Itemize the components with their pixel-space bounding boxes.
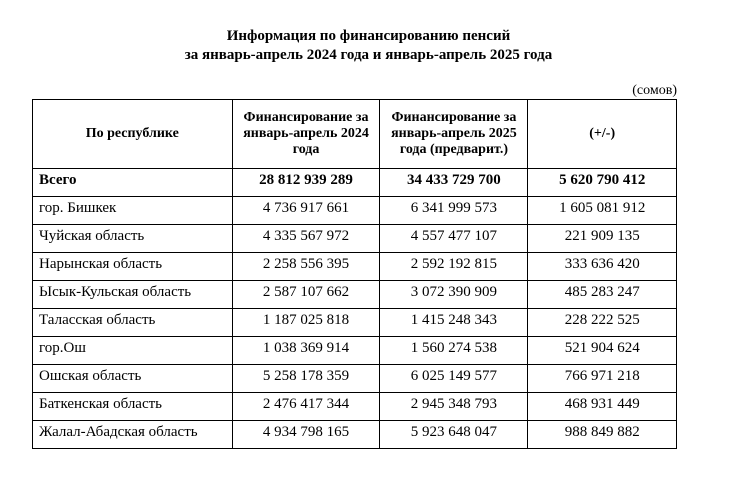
value-2025: 1 415 248 343 <box>380 309 528 337</box>
table-row <box>33 421 677 449</box>
value-diff: 333 636 420 <box>528 253 677 281</box>
region-name: Баткенская область <box>33 393 233 421</box>
value-2025: 6 341 999 573 <box>380 197 528 225</box>
pension-financing-table <box>32 99 677 449</box>
region-name: Нарынская область <box>33 253 233 281</box>
value-2024: 4 736 917 661 <box>232 197 380 225</box>
value-2025: 1 560 274 538 <box>380 337 528 365</box>
table-row <box>33 337 677 365</box>
table-row <box>33 281 677 309</box>
total-2025: 34 433 729 700 <box>380 169 528 197</box>
value-2025: 4 557 477 107 <box>380 225 528 253</box>
currency-unit: (сомов) <box>632 83 677 98</box>
region-name: Ысык-Кульская область <box>33 281 233 309</box>
region-name: гор.Ош <box>33 337 233 365</box>
region-name: Чуйская область <box>33 225 233 253</box>
header-difference: (+/-) <box>528 100 677 169</box>
table-row <box>33 393 677 421</box>
value-2024: 2 476 417 344 <box>232 393 380 421</box>
document-title-line1: Информация по финансированию пенсий <box>226 28 511 44</box>
value-2024: 5 258 178 359 <box>232 365 380 393</box>
table-row <box>33 309 677 337</box>
table-row <box>33 197 677 225</box>
value-2024: 2 587 107 662 <box>232 281 380 309</box>
value-2025: 3 072 390 909 <box>380 281 528 309</box>
value-2025: 2 945 348 793 <box>380 393 528 421</box>
value-diff: 228 222 525 <box>528 309 677 337</box>
total-2024: 28 812 939 289 <box>232 169 380 197</box>
region-name: гор. Бишкек <box>33 197 233 225</box>
header-region: По республике <box>33 100 233 169</box>
value-2024: 1 038 369 914 <box>232 337 380 365</box>
table-row <box>33 253 677 281</box>
header-financing-2025: Финансирование за январь-апрель 2025 года (предварит.) <box>380 100 528 169</box>
value-2024: 4 335 567 972 <box>232 225 380 253</box>
value-2024: 4 934 798 165 <box>232 421 380 449</box>
value-diff: 1 605 081 912 <box>528 197 677 225</box>
table-row <box>33 225 677 253</box>
region-name: Жалал-Абадская область <box>33 421 233 449</box>
table-header-row <box>33 100 677 169</box>
value-2025: 6 025 149 577 <box>380 365 528 393</box>
value-diff: 485 283 247 <box>528 281 677 309</box>
value-2025: 5 923 648 047 <box>380 421 528 449</box>
value-diff: 521 904 624 <box>528 337 677 365</box>
value-diff: 988 849 882 <box>528 421 677 449</box>
region-name: Таласская область <box>33 309 233 337</box>
table-row <box>33 365 677 393</box>
region-name: Ошская область <box>33 365 233 393</box>
total-diff: 5 620 790 412 <box>528 169 677 197</box>
value-2025: 2 592 192 815 <box>380 253 528 281</box>
document-title-line2: за январь-апрель 2024 года и январь-апрель 2025 года <box>184 47 553 63</box>
total-row <box>33 169 677 197</box>
value-2024: 2 258 556 395 <box>232 253 380 281</box>
value-diff: 468 931 449 <box>528 393 677 421</box>
value-2024: 1 187 025 818 <box>232 309 380 337</box>
value-diff: 221 909 135 <box>528 225 677 253</box>
value-diff: 766 971 218 <box>528 365 677 393</box>
total-label: Всего <box>33 169 233 197</box>
header-financing-2024: Финансирование за январь-апрель 2024 года <box>232 100 380 169</box>
